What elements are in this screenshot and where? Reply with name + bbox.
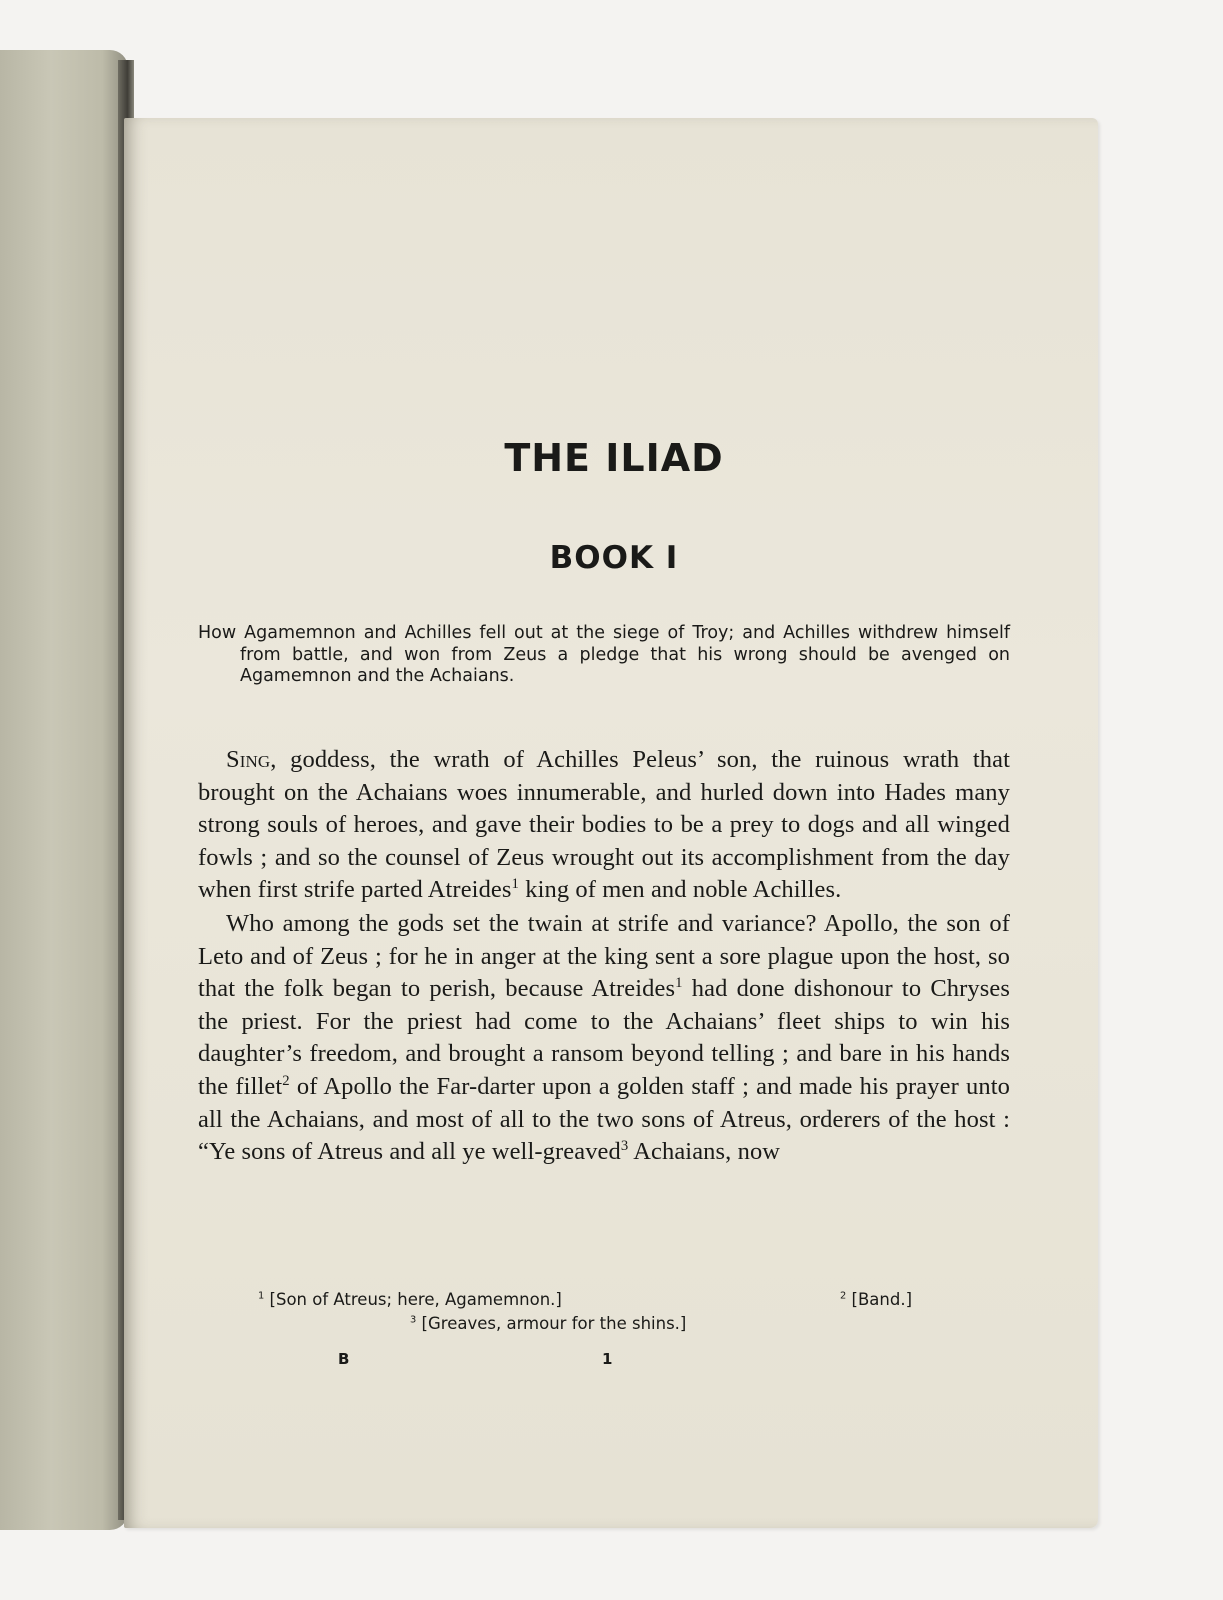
paragraph-2-text-d: Achaians, now — [628, 1138, 781, 1166]
footnote-ref: 2 — [282, 1072, 290, 1089]
footnote-ref: 3 — [620, 1137, 629, 1154]
footnote-text: [Son of Atreus; here, Agamemnon.] — [269, 1290, 562, 1309]
paragraph-1-text-b: king of men and noble Achilles. — [519, 876, 842, 904]
chapter-summary — [198, 623, 1010, 688]
page-content — [198, 0, 1030, 1600]
paragraph-1-text-a: , goddess, the wrath of Achilles Peleus’ son, the ruinous wrath that brought on the Achaians woes innumerable, and hurled down into Hades many strong souls of heroes, and gave their bodies to be a prey to dogs and all winged fowls ; and so the counsel of Zeus wrought out its accomplishment from the day when first strife parted Atreides — [198, 746, 1010, 904]
book-title: THE ILIAD — [504, 436, 724, 480]
footnote-text: [Greaves, armour for the shins.] — [421, 1314, 687, 1333]
left-facing-page — [0, 50, 128, 1530]
paragraph-2-text-a: Who among the gods set the twain at strife and variance? Apollo, the son of Leto and of Zeus ; for he in anger at the king sent a sore plague upon the host, so that the folk began to perish, because Atreides — [198, 909, 1010, 1003]
footnote-mark: 2 — [840, 1290, 847, 1302]
summary-text: How Agamemnon and Achilles fell out at the siege of Troy; and Achilles withdrew himself from battle, and won from Zeus a pledge that his wrong should be avenged on Agamemnon and the Achaians. — [198, 623, 1010, 686]
paragraph-2 — [198, 908, 1010, 1169]
footnote-2 — [840, 1290, 912, 1309]
paragraph-1 — [198, 744, 1010, 907]
footnote-ref: 1 — [675, 975, 683, 991]
book-number: BOOK I — [549, 540, 679, 576]
page-number: 1 — [602, 1350, 613, 1368]
signature-mark: B — [338, 1350, 350, 1368]
footnote-mark: 1 — [258, 1290, 265, 1302]
footnote-1 — [258, 1290, 562, 1309]
footnote-text: [Band.] — [851, 1290, 913, 1309]
footnote-mark: 3 — [410, 1314, 417, 1326]
paragraph-2-text-b: had done dishonour to Chryses the priest. For the priest had come to the Achaians’ fleet ships to win his daughter’s freedom, and brought a ransom beyond telling ; and bare in his hands the fillet — [198, 975, 1010, 1100]
lead-word: Sing — [226, 746, 271, 773]
footnote-3 — [410, 1314, 686, 1333]
footnote-ref: 1 — [511, 876, 519, 893]
paragraph-2-text-c: of Apollo the Far-darter upon a golden staff ; and made his prayer unto all the Achaians, and most of all to the two sons of Atreus, orderers of the host : “Ye sons of Atreus and all ye well-greaved — [198, 1072, 1010, 1166]
body-text — [198, 744, 1010, 1169]
